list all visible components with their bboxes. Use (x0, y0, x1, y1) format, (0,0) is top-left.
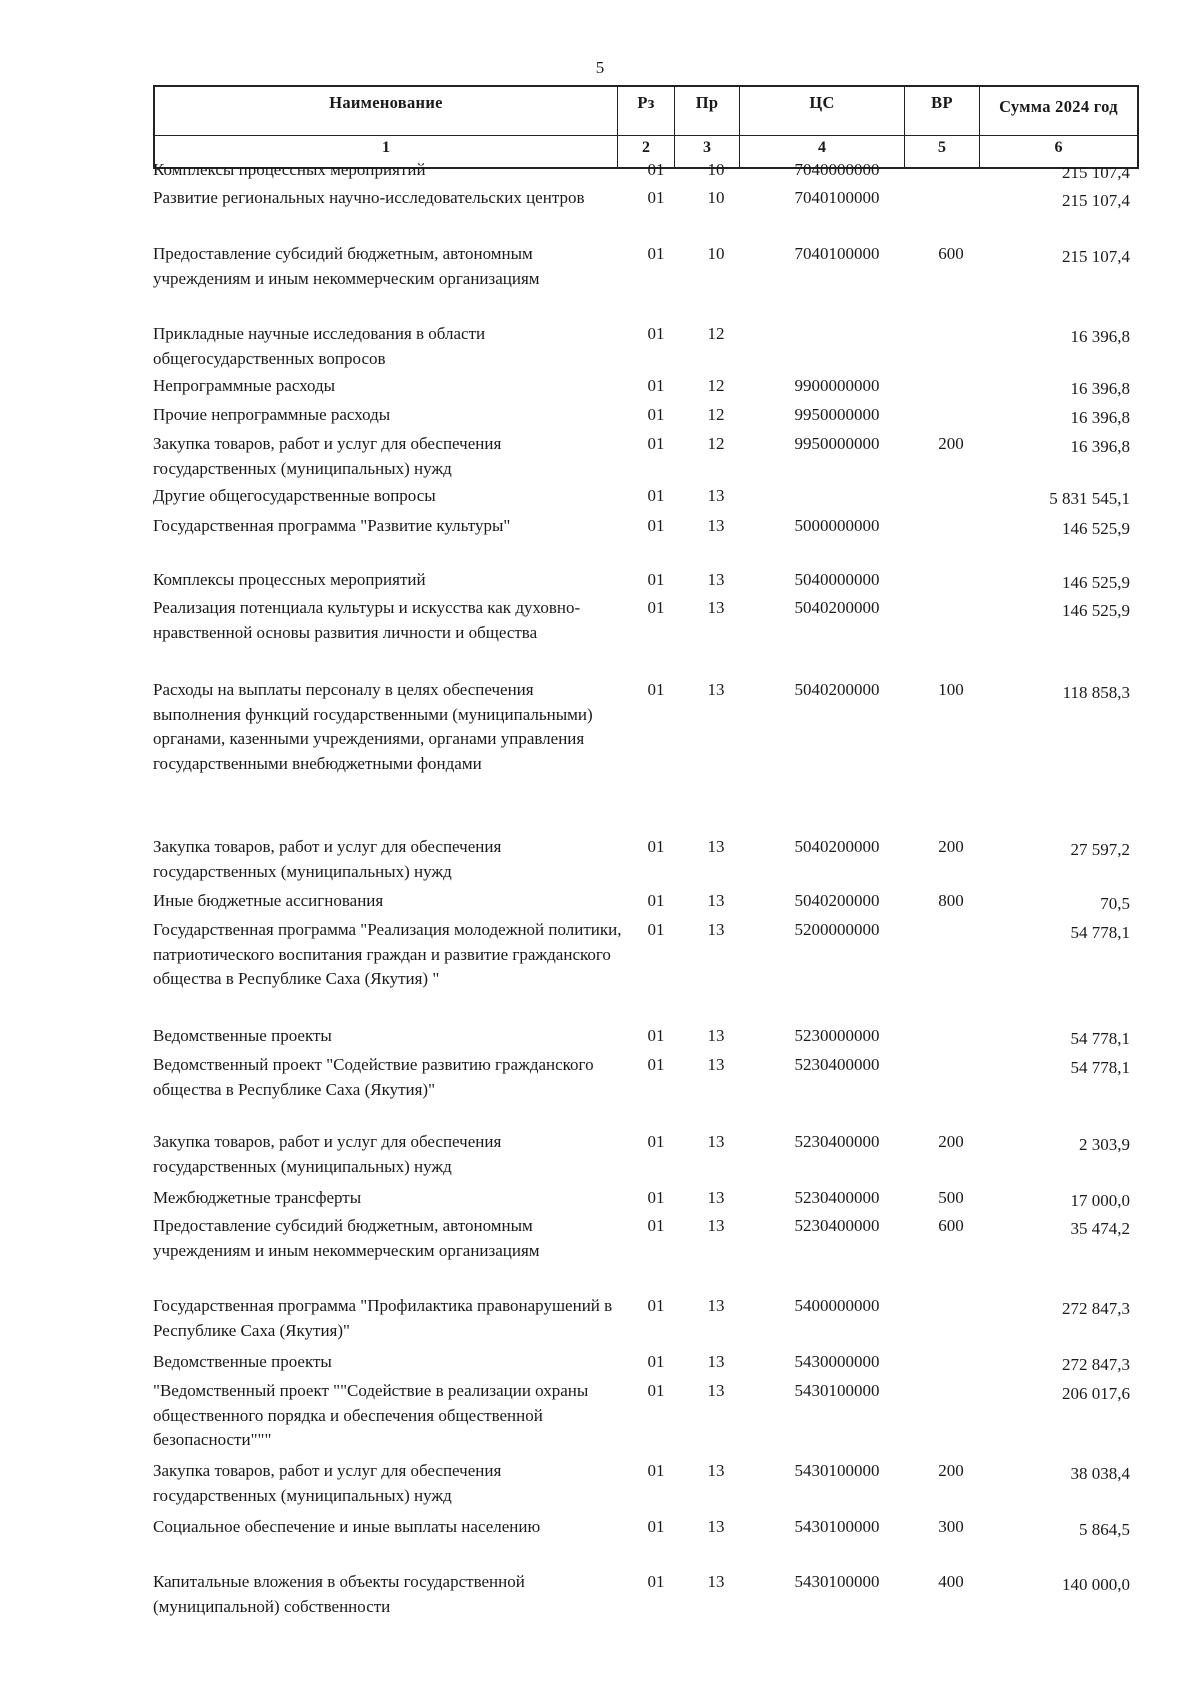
cell-pr: 13 (707, 1381, 725, 1400)
cell-name: Государственная программа "Профилактика правонарушений в Республике Саха (Якутия)" (153, 1296, 613, 1340)
cell-rz: 01 (647, 516, 665, 535)
cell-rz: 01 (647, 188, 665, 207)
cell-sum: 272 847,3 (1062, 1355, 1130, 1374)
cell-pr: 13 (707, 1216, 725, 1235)
cell-pr: 13 (707, 1132, 725, 1151)
cell-cs: 5430100000 (794, 1572, 880, 1591)
cell-rz: 01 (647, 324, 665, 343)
cell-cs: 5430100000 (794, 1517, 880, 1536)
cell-sum: 54 778,1 (1070, 1029, 1130, 1048)
cell-pr: 13 (707, 486, 725, 505)
cell-pr: 13 (707, 1517, 725, 1536)
header-rz: Рз (637, 93, 655, 112)
cell-vr: 300 (938, 1517, 964, 1536)
cell-rz: 01 (647, 244, 665, 263)
cell-rz: 01 (647, 434, 665, 453)
cell-vr: 200 (938, 837, 964, 856)
cell-pr: 13 (707, 891, 725, 910)
cell-name: Развитие региональных научно-исследовательских центров (153, 188, 585, 207)
cell-name: Расходы на выплаты персоналу в целях обеспечения выполнения функций государственными (муниципальными) органами, казенными учреждениями, органами управления государственными внебюджетными фондами (153, 680, 593, 773)
cell-pr: 13 (707, 516, 725, 535)
cell-sum: 54 778,1 (1070, 1058, 1130, 1077)
cell-rz: 01 (647, 1381, 665, 1400)
cell-name: Комплексы процессных мероприятий (153, 160, 426, 179)
cell-rz: 01 (647, 570, 665, 589)
cell-pr: 13 (707, 1572, 725, 1591)
cell-pr: 13 (707, 1055, 725, 1074)
cell-cs: 7040100000 (794, 244, 880, 263)
cell-vr: 600 (938, 1216, 964, 1235)
cell-sum: 17 000,0 (1070, 1191, 1130, 1210)
cell-sum: 215 107,4 (1062, 191, 1130, 210)
cell-vr: 200 (938, 434, 964, 453)
cell-rz: 01 (647, 1188, 665, 1207)
cell-sum: 215 107,4 (1062, 163, 1130, 182)
cell-name: Закупка товаров, работ и услуг для обеспечения государственных (муниципальных) нужд (153, 837, 502, 881)
cell-cs: 5430000000 (794, 1352, 880, 1371)
cell-pr: 13 (707, 1296, 725, 1315)
cell-sum: 16 396,8 (1070, 327, 1130, 346)
cell-pr: 13 (707, 837, 725, 856)
cell-cs: 5040000000 (794, 570, 880, 589)
cell-cs: 5000000000 (794, 516, 880, 535)
cell-pr: 10 (707, 160, 725, 179)
cell-rz: 01 (647, 1132, 665, 1151)
cell-sum: 140 000,0 (1062, 1575, 1130, 1594)
header-name: Наименование (329, 93, 443, 112)
cell-rz: 01 (647, 837, 665, 856)
cell-cs: 5200000000 (794, 920, 880, 939)
cell-cs: 5230400000 (794, 1188, 880, 1207)
cell-cs: 7040000000 (794, 160, 880, 179)
cell-name: Ведомственные проекты (153, 1026, 332, 1045)
cell-rz: 01 (647, 680, 665, 699)
header-number-2: 2 (642, 139, 650, 156)
cell-vr: 100 (938, 680, 964, 699)
header-sum-cell (980, 87, 1137, 167)
cell-sum: 27 597,2 (1070, 840, 1130, 859)
cell-cs: 5230400000 (794, 1216, 880, 1235)
cell-sum: 272 847,3 (1062, 1299, 1130, 1318)
header-sum: Сумма 2024 год (999, 97, 1118, 116)
cell-name: Межбюджетные трансферты (153, 1188, 362, 1207)
header-cs-cell (740, 87, 905, 167)
cell-name: "Ведомственный проект ""Содействие в реализации охраны общественного порядка и обеспечения общественной безопасности""" (153, 1381, 589, 1449)
header-cs: ЦС (809, 93, 835, 112)
header-vr-cell (905, 87, 980, 167)
cell-rz: 01 (647, 1352, 665, 1371)
cell-name: Предоставление субсидий бюджетным, автономным учреждениям и иным некоммерческим организациям (153, 244, 540, 288)
cell-pr: 13 (707, 598, 725, 617)
cell-name: Государственная программа "Реализация молодежной политики, патриотического воспитания граждан и развитие гражданского общества в Республике Саха (Якутия) " (153, 920, 622, 988)
cell-rz: 01 (647, 1026, 665, 1045)
cell-sum: 54 778,1 (1070, 923, 1130, 942)
cell-name: Закупка товаров, работ и услуг для обеспечения государственных (муниципальных) нужд (153, 1132, 502, 1176)
header-rz-cell (618, 87, 675, 167)
cell-name: Предоставление субсидий бюджетным, автономным учреждениям и иным некоммерческим организациям (153, 1216, 540, 1260)
cell-sum: 35 474,2 (1070, 1219, 1130, 1238)
cell-pr: 10 (707, 188, 725, 207)
cell-pr: 13 (707, 570, 725, 589)
cell-sum: 118 858,3 (1062, 683, 1130, 702)
cell-rz: 01 (647, 405, 665, 424)
cell-cs: 5040200000 (794, 837, 880, 856)
cell-pr: 12 (707, 324, 725, 343)
cell-vr: 200 (938, 1132, 964, 1151)
cell-cs: 5230400000 (794, 1132, 880, 1151)
cell-rz: 01 (647, 1461, 665, 1480)
cell-rz: 01 (647, 376, 665, 395)
cell-cs: 9950000000 (794, 405, 880, 424)
cell-rz: 01 (647, 486, 665, 505)
cell-sum: 5 864,5 (1079, 1520, 1130, 1539)
header-number-3: 3 (703, 139, 711, 156)
cell-sum: 38 038,4 (1070, 1464, 1130, 1483)
cell-cs: 9950000000 (794, 434, 880, 453)
cell-sum: 5 831 545,1 (1049, 489, 1130, 508)
cell-cs: 5230000000 (794, 1026, 880, 1045)
cell-cs: 5430100000 (794, 1381, 880, 1400)
cell-rz: 01 (647, 920, 665, 939)
cell-vr: 500 (938, 1188, 964, 1207)
cell-rz: 01 (647, 1296, 665, 1315)
cell-cs: 5040200000 (794, 680, 880, 699)
cell-cs: 5230400000 (794, 1055, 880, 1074)
cell-rz: 01 (647, 1517, 665, 1536)
cell-name: Прикладные научные исследования в области общегосударственных вопросов (153, 324, 486, 368)
cell-vr: 200 (938, 1461, 964, 1480)
cell-name: Другие общегосударственные вопросы (153, 486, 436, 505)
cell-rz: 01 (647, 160, 665, 179)
cell-cs: 5400000000 (794, 1296, 880, 1315)
page-number: 5 (595, 58, 605, 77)
cell-cs: 5040200000 (794, 891, 880, 910)
cell-pr: 12 (707, 405, 725, 424)
cell-sum: 2 303,9 (1079, 1135, 1130, 1154)
header-vr: ВР (931, 93, 953, 112)
cell-pr: 12 (707, 434, 725, 453)
cell-rz: 01 (647, 891, 665, 910)
cell-sum: 16 396,8 (1070, 379, 1130, 398)
cell-name: Закупка товаров, работ и услуг для обеспечения государственных (муниципальных) нужд (153, 1461, 502, 1505)
cell-cs: 9900000000 (794, 376, 880, 395)
cell-vr: 400 (938, 1572, 964, 1591)
cell-sum: 70,5 (1100, 894, 1130, 913)
cell-sum: 146 525,9 (1062, 601, 1130, 620)
cell-pr: 13 (707, 1461, 725, 1480)
cell-sum: 16 396,8 (1070, 408, 1130, 427)
cell-sum: 206 017,6 (1062, 1384, 1130, 1403)
cell-vr: 800 (938, 891, 964, 910)
table-header (153, 85, 1139, 169)
cell-name: Капитальные вложения в объекты государственной (муниципальной) собственности (153, 1572, 525, 1616)
cell-pr: 13 (707, 920, 725, 939)
cell-vr: 600 (938, 244, 964, 263)
header-name-cell (155, 87, 618, 167)
header-pr: Пр (695, 93, 719, 112)
cell-name: Комплексы процессных мероприятий (153, 570, 426, 589)
cell-pr: 13 (707, 1352, 725, 1371)
cell-pr: 13 (707, 1026, 725, 1045)
header-number-5: 5 (938, 139, 946, 156)
cell-rz: 01 (647, 1572, 665, 1591)
cell-cs: 7040100000 (794, 188, 880, 207)
cell-pr: 13 (707, 1188, 725, 1207)
cell-rz: 01 (647, 1216, 665, 1235)
header-number-6: 6 (1054, 139, 1063, 156)
cell-name: Ведомственные проекты (153, 1352, 332, 1371)
cell-sum: 215 107,4 (1062, 247, 1130, 266)
cell-name: Прочие непрограммные расходы (153, 405, 391, 424)
cell-name: Непрограммные расходы (153, 376, 336, 395)
cell-pr: 12 (707, 376, 725, 395)
cell-sum: 146 525,9 (1062, 519, 1130, 538)
cell-cs: 5430100000 (794, 1461, 880, 1480)
cell-rz: 01 (647, 598, 665, 617)
header-number-4: 4 (818, 139, 826, 156)
cell-name: Ведомственный проект "Содействие развитию гражданского общества в Республике Саха (Якутия)" (153, 1055, 594, 1099)
cell-name: Закупка товаров, работ и услуг для обеспечения государственных (муниципальных) нужд (153, 434, 502, 478)
cell-name: Реализация потенциала культуры и искусства как духовно-нравственной основы развития личности и общества (153, 598, 581, 642)
cell-cs: 5040200000 (794, 598, 880, 617)
header-number-1: 1 (382, 139, 390, 156)
cell-rz: 01 (647, 1055, 665, 1074)
cell-pr: 13 (707, 680, 725, 699)
cell-name: Иные бюджетные ассигнования (153, 891, 384, 910)
cell-sum: 16 396,8 (1070, 437, 1130, 456)
header-pr-cell (675, 87, 740, 167)
cell-name: Государственная программа "Развитие культуры" (153, 516, 511, 535)
cell-sum: 146 525,9 (1062, 573, 1130, 592)
cell-name: Социальное обеспечение и иные выплаты населению (153, 1517, 541, 1536)
cell-pr: 10 (707, 244, 725, 263)
